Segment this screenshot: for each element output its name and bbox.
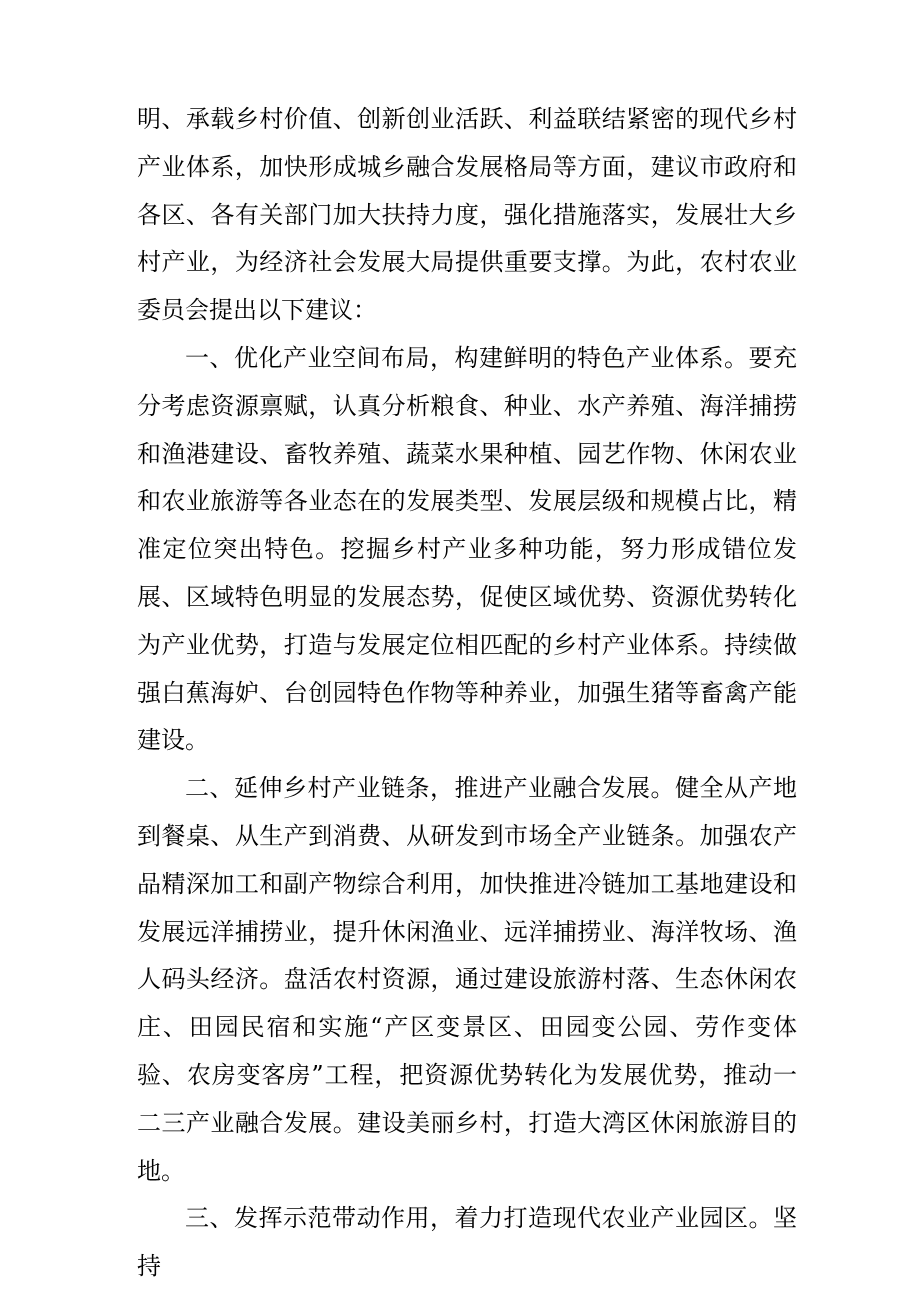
document-body — [137, 96, 797, 1291]
paragraph-suggestion-one: 一、优化产业空间布局，构建鲜明的特色产业体系。要充分考虑资源禀赋，认真分析粮食、种业、水产养殖、海洋捕捞和渔港建设、畜牧养殖、蔬菜水果种植、园艺作物、休闲农业和农业旅游等各业态在的发展类型、发展层级和规模占比，精准定位突出特色。挖掘乡村产业多种功能，努力形成错位发展、区域特色明显的发展态势，促使区域优势、资源优势转化为产业优势，打造与发展定位相匹配的乡村产业体系。持续做强白蕉海妒、台创园特色作物等种养业，加强生猪等畜禽产能建设。 — [137, 343, 797, 755]
paragraph-suggestion-three: 三、发挥示范带动作用，着力打造现代农业产业园区。坚持 — [137, 1204, 797, 1281]
paragraph-intro-continuation: 明、承载乡村价值、创新创业活跃、利益联结紧密的现代乡村产业体系，加快形成城乡融合发展格局等方面，建议市政府和各区、各有关部门加大扶持力度，强化措施落实，发展壮大乡村产业，为经济社会发展大局提供重要支撑。为此，农村农业委员会提出以下建议： — [137, 105, 797, 325]
paragraph-suggestion-two: 二、延伸乡村产业链条，推进产业融合发展。健全从产地到餐桌、从生产到消费、从研发到市场全产业链条。加强农产品精深加工和副产物综合利用，加快推进冷链加工基地建设和发展远洋捕捞业，提升休闲渔业、远洋捕捞业、海洋牧场、渔人码头经济。盘活农村资源，通过建设旅游村落、生态休闲农庄、田园民宿和实施“产区变景区、田园变公园、劳作变体验、农房变客房”工程，把资源优势转化为发展优势，推动一二三产业融合发展。建设美丽乡村，打造大湾区休闲旅游目的地。 — [137, 774, 797, 1185]
